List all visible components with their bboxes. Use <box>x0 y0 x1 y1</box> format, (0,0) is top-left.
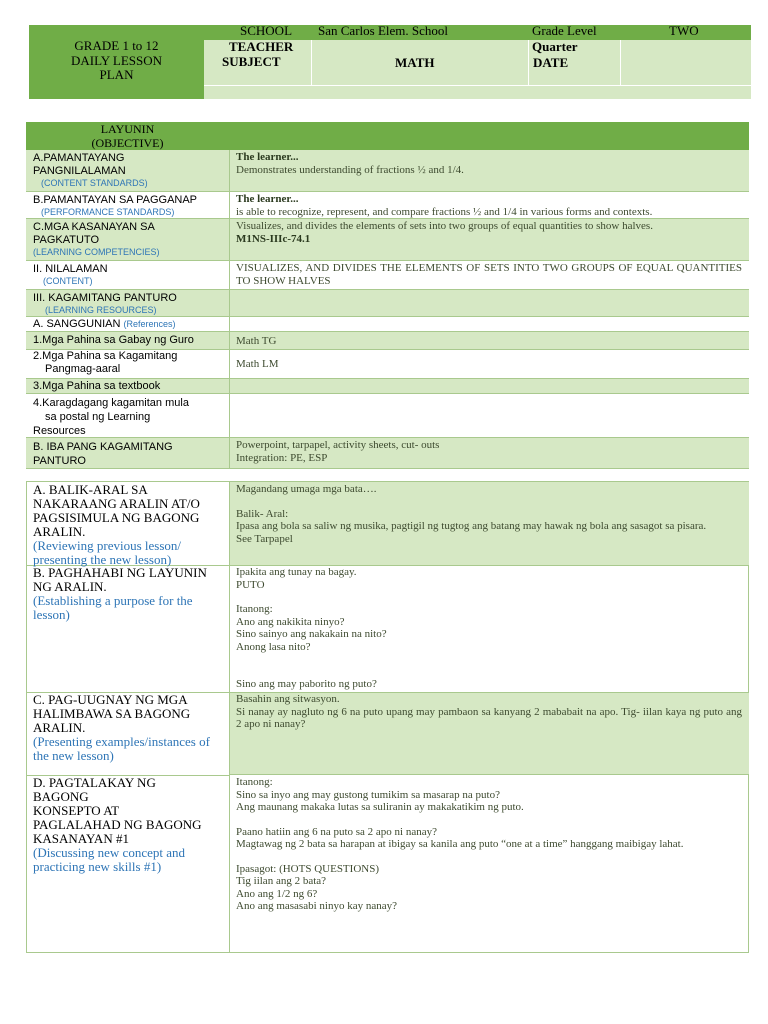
grade-level-label: Grade Level <box>532 23 597 38</box>
content-standards-text: The learner... Demonstrates understanding of fractions ½ and 1/4. <box>236 151 464 176</box>
header-title: GRADE 1 to 12 DAILY LESSON PLAN <box>70 38 163 82</box>
content-text: VISUALIZES, AND DIVIDES THE ELEMENTS OF SETS INTO TWO GROUPS OF EQUAL QUANTITIES TO SHOW HALVES <box>236 262 742 287</box>
performance-standards-text: The learner... is able to recognize, represent, and compare fractions ½ and 1/4 in various forms and contexts. <box>236 193 653 218</box>
discussion-label: D. PAGTALAKAY NG BAGONG KONSEPTO AT PAGLALAHAD NG BAGONG KASANAYAN #1 (Discussing new concept and practicing new skills #1) <box>33 775 202 874</box>
header-title-bottom-band <box>29 85 204 99</box>
row-spacer <box>26 469 749 482</box>
date-label: DATE <box>533 55 569 70</box>
learning-resources-label: III. KAGAMITANG PANTURO (LEARNING RESOURCES) <box>33 292 177 315</box>
other-resources-label: B. IBA PANG KAGAMITANG PANTURO <box>33 441 173 467</box>
review-lesson-label: A. BALIK-ARAL SA NAKARAANG ARALIN AT/O PAGSISIMULA NG BAGONG ARALIN. (Reviewing previous lesson/ presenting the new lesson) <box>33 482 200 567</box>
teacher-label: TEACHER <box>229 39 294 54</box>
other-resources-text: Powerpoint, tarpapel, activity sheets, cut- outs Integration: PE, ESP <box>236 439 440 464</box>
references-label: A. SANGGUNIAN (References) <box>33 318 176 330</box>
grade-level-value: TWO <box>669 23 699 38</box>
subject-label: SUBJECT <box>222 54 281 69</box>
header-row-blank <box>204 85 751 99</box>
content-label: II. NILALAMAN (CONTENT) <box>33 263 108 286</box>
lr-portal-label: 4.Karagdagang kagamitan mula sa postal ng Learning Resources <box>33 397 189 437</box>
objective-title: LAYUNIN (OBJECTIVE) <box>91 122 164 150</box>
examples-text: Basahin ang sitwasyon. Si nanay ay nagluto ng 6 na puto upang may pambaon sa kanyang 2 mababait na apo. Tig- iilan kaya ng puto ang 2 apo ni nanay? <box>236 693 742 730</box>
school-label: SCHOOL <box>240 23 293 38</box>
quarter-label: Quarter <box>532 39 578 54</box>
purpose-label: B. PAGHAHABI NG LAYUNIN NG ARALIN. (Establishing a purpose for the lesson) <box>33 565 207 622</box>
performance-standards-label: B.PAMANTAYAN SA PAGGANAP (PERFORMANCE STANDARDS) <box>33 194 198 217</box>
date-value-cell[interactable] <box>620 55 751 85</box>
subject-value: MATH <box>395 55 435 70</box>
learner-materials-text: Math LM <box>236 358 279 370</box>
examples-label: C. PAG-UUGNAY NG MGA HALIMBAWA SA BAGONG ARALIN. (Presenting examples/instances of the new lesson) <box>33 692 210 763</box>
discussion-text: Itanong: Sino sa inyo ang may gustong tumikim sa masarap na puto? Ang maunang makaka lutas sa suliranin ay makakatikim ng puto. Paano hatiin ang 6 na puto sa 2 apo ni nanay? Magtawag ng 2 bata sa harapan at ibigay sa kanila ang puto “one at a time” hanggang maibigay lahat. Ipasagot: (HOTS QUESTIONS) Tig iilan ang 2 bata? Ano ang 1/2 ng 6? Ano ang masasabi ninyo kay nanay? <box>236 776 684 912</box>
column-divider-top <box>229 150 230 469</box>
teacher-value-cell[interactable] <box>311 40 529 55</box>
review-lesson-text: Magandang umaga mga bata…. Balik- Aral: Ipasa ang bola sa saliw ng musika, pagtigil ng tugtog ang batang may hawak ng bola ang sasagot sa pisara. See Tarpapel <box>236 483 707 545</box>
textbook-label: 3.Mga Pahina sa textbook <box>33 380 161 392</box>
learner-materials-label: 2.Mga Pahina sa Kagamitang Pangmag-aaral <box>33 350 178 375</box>
teacher-guide-label: 1.Mga Pahina sa Gabay ng Guro <box>33 334 194 346</box>
learning-competencies-label: C.MGA KASANAYAN SA PAGKATUTO (LEARNING COMPETENCIES) <box>33 221 160 257</box>
teacher-guide-text: Math TG <box>236 335 277 347</box>
content-standards-label: A.PAMANTAYANG PANGNILALAMAN (CONTENT STANDARDS) <box>33 152 148 188</box>
learning-competencies-text: Visualizes, and divides the elements of sets into two groups of equal quantities to show halves. M1NS-IIIc-74.1 <box>236 220 653 245</box>
quarter-value-cell[interactable] <box>620 40 751 55</box>
purpose-text: Ipakita ang tunay na bagay. PUTO Itanong: Ano ang nakikita ninyo? Sino sainyo ang nakakain na nito? Anong lasa nito? Sino ang may paborito ng puto? <box>236 566 387 690</box>
school-value: San Carlos Elem. School <box>318 23 448 38</box>
